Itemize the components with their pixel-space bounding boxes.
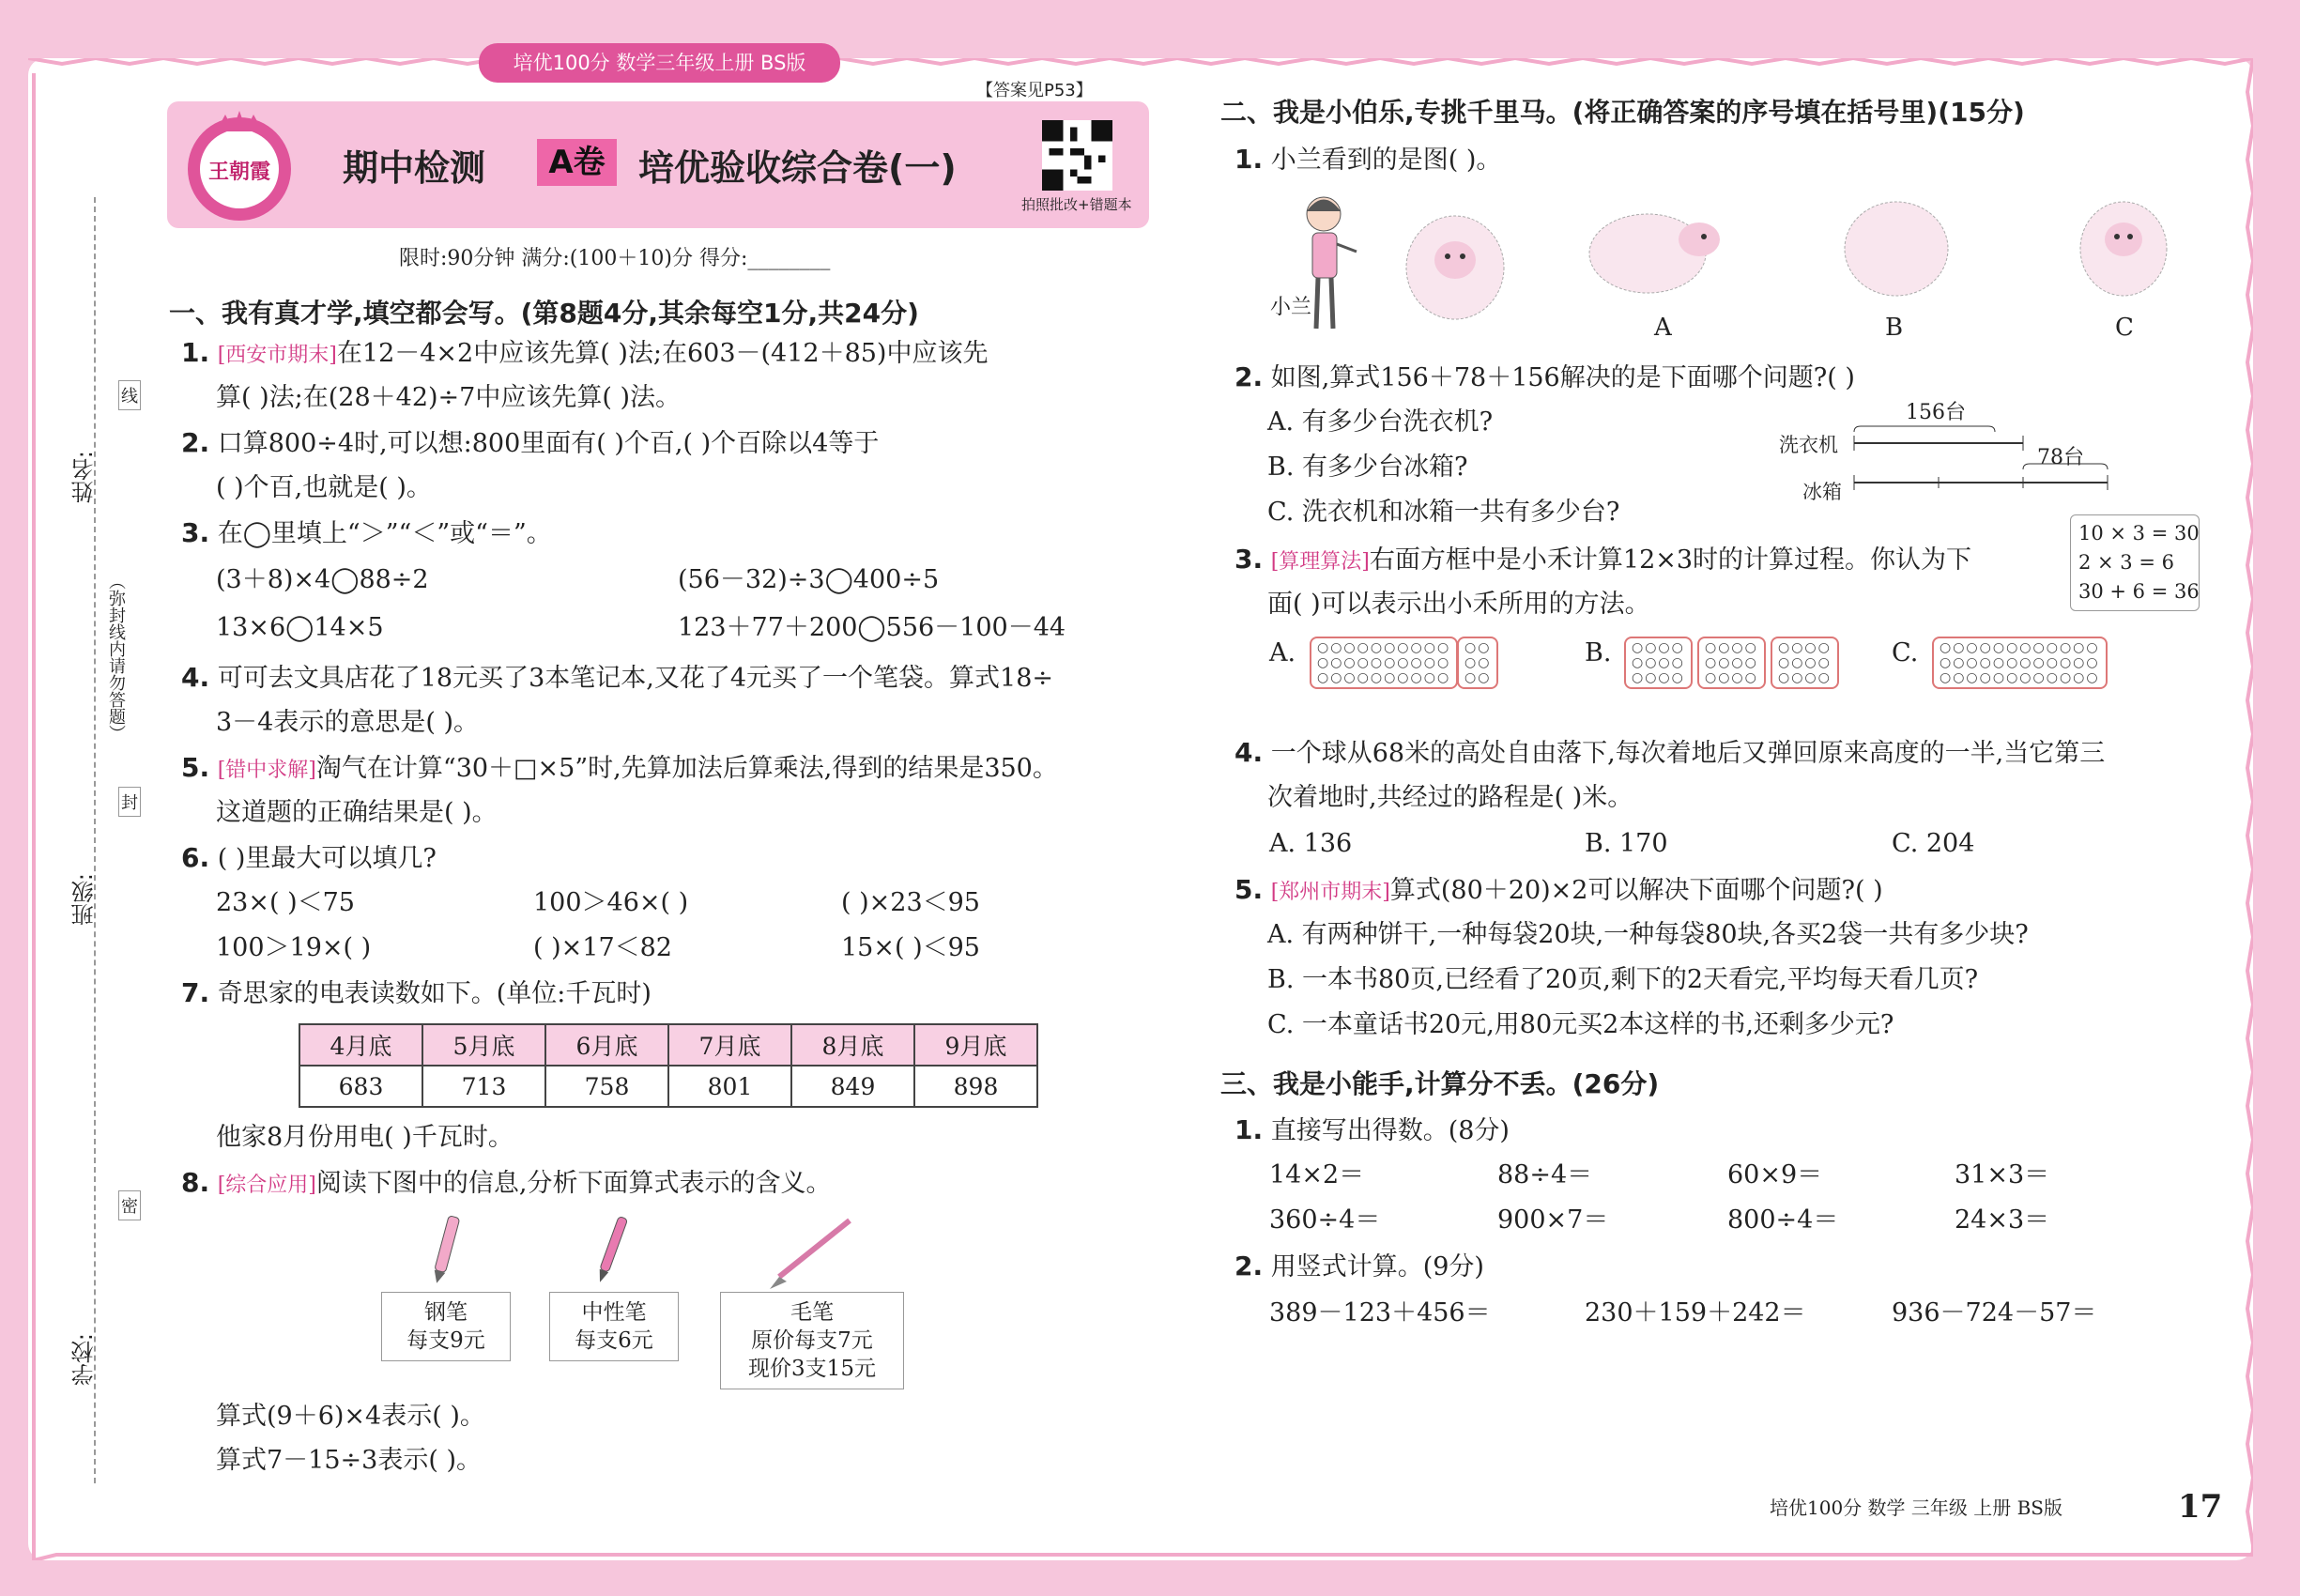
paper-badge: A卷 — [537, 139, 617, 186]
question-2-4: 4. 一个球从68米的高处自由落下,每次着地后又弹回原来高度的一半,当它第三 — [1234, 737, 2106, 768]
compare-item-a: (3＋8)×4◯88÷2 — [216, 565, 429, 594]
meter-table — [299, 1023, 1038, 1108]
option-b-dots-1: ○○○○ ○○○○ ○○○○ — [1624, 637, 1693, 689]
question-1-7-answer: 他家8月份用电( )千瓦时。 — [216, 1123, 514, 1152]
table-cell: 801 — [668, 1066, 791, 1107]
calc-item: 24×3＝ — [1955, 1205, 2050, 1235]
question-1-3: 3. 在◯里填上“＞”“＜”或“＝”。 — [181, 517, 552, 548]
washer-label: 洗衣机 — [1779, 434, 1838, 456]
question-1-5: 5. [错中求解]淘气在计算“30＋□×5”时,先算加法后算乘法,得到的结果是350。 — [181, 752, 1058, 783]
question-2-2: 2. 如图,算式156＋78＋156解决的是下面哪个问题?( ) — [1234, 361, 1855, 392]
q2-3-option-b-label: B. — [1585, 638, 1612, 668]
q2-5-option-b: B. 一本书80页,已经看了20页,剩下的2天看完,平均每天看几页? — [1267, 965, 1979, 994]
question-1-6: 6. ( )里最大可以填几? — [181, 842, 437, 873]
fill-item-c: ( )×23＜95 — [841, 888, 980, 917]
calc-item: 800÷4＝ — [1727, 1205, 1839, 1235]
option-b-dots-2: ○○○○ ○○○○ ○○○○ — [1697, 637, 1766, 689]
q2-2-option-c: C. 洗衣机和冰箱一共有多少台? — [1267, 498, 1620, 527]
q2-5-option-a: A. 有两种饼干,一种每袋20块,一种每袋80块,各买2袋一共有多少块? — [1267, 920, 2029, 949]
fridge-label: 冰箱 — [1802, 481, 1842, 503]
calc-item: 14×2＝ — [1269, 1160, 1365, 1189]
question-2-3: 3. [算理算法]右面方框中是小禾计算12×3时的计算过程。你认为下 — [1234, 544, 1972, 575]
table-cell: 683 — [299, 1066, 422, 1107]
q2-4-option-b: B. 170 — [1585, 829, 1668, 858]
question-1-8: 8. [综合应用]阅读下图中的信息,分析下面算式表示的含义。 — [181, 1167, 832, 1198]
calc-item: 60×9＝ — [1727, 1160, 1823, 1189]
series-tag: 培优100分 数学三年级上册 BS版 — [479, 43, 840, 83]
calc-item: 900×7＝ — [1497, 1205, 1609, 1235]
calc-item: 31×3＝ — [1955, 1160, 2050, 1189]
vertical-calc-item: 230＋159＋242＝ — [1585, 1298, 1806, 1327]
table-cell: 849 — [791, 1066, 914, 1107]
sheep-front-small-icon — [2077, 197, 2170, 305]
binding-line — [94, 197, 96, 1483]
exam-subtitle: 培优验收综合卷(一) — [638, 147, 957, 189]
sheep-front-icon — [1399, 211, 1511, 329]
table-cell: 898 — [914, 1066, 1037, 1107]
question-1-7: 7. 奇思家的电表读数如下。(单位:千瓦时) — [181, 977, 652, 1008]
calc-item: 88÷4＝ — [1497, 1160, 1593, 1189]
fill-item-e: ( )×17＜82 — [533, 933, 672, 962]
question-1-4-line2: 3－4表示的意思是( )。 — [216, 708, 480, 737]
calculation-box: 10 × 3 = 30 2 × 3 = 6 30 + 6 = 36 — [2070, 514, 2200, 611]
option-b-dots-3: ○○○○ ○○○○ ○○○○ — [1771, 637, 1839, 689]
girl-label: 小兰 — [1270, 296, 1312, 319]
sheep-side-icon — [1587, 197, 1727, 310]
school-label: 学校: — [71, 1333, 98, 1387]
table-header: 7月底 — [668, 1024, 791, 1066]
table-header: 6月底 — [545, 1024, 668, 1066]
q2-4-option-a: A. 136 — [1269, 829, 1353, 858]
logo-text: 王朝霞 — [207, 161, 271, 184]
table-cell: 758 — [545, 1066, 668, 1107]
segment-diagram — [1849, 424, 2112, 495]
question-2-3-line2: 面( )可以表示出小禾所用的方法。 — [1267, 590, 1650, 619]
table-header: 5月底 — [422, 1024, 545, 1066]
brush-price-box: 毛笔 原价每支7元 现价3支15元 — [720, 1292, 904, 1389]
compare-item-d: 123＋77＋200◯556－100－44 — [678, 613, 1066, 642]
q2-3-option-a-label: A. — [1269, 638, 1296, 668]
section3-title: 三、我是小能手,计算分不丢。(26分) — [1220, 1068, 1660, 1099]
seal-mark: 封 — [118, 787, 141, 817]
question-2-4-line2: 次着地时,共经过的路程是( )米。 — [1267, 783, 1633, 812]
qr-code-icon[interactable] — [1042, 120, 1112, 191]
q2-4-option-c: C. 204 — [1892, 829, 1975, 858]
compare-item-b: (56－32)÷3◯400÷5 — [678, 565, 940, 594]
fountain-pen-price-box: 钢笔 每支9元 — [381, 1292, 511, 1361]
q2-3-option-c-label: C. — [1892, 638, 1919, 668]
q2-2-option-a: A. 有多少台洗衣机? — [1267, 407, 1494, 437]
section1-title: 一、我有真才学,填空都会写。(第8题4分,其余每空1分,共24分) — [169, 298, 919, 329]
question-1-2-line2: ( )个百,也就是( )。 — [216, 473, 432, 502]
fridge-count-label: 78台 — [2037, 446, 2084, 469]
question-1-1: 1. [西安市期末]在12－4×2中应该先算( )法;在603－(412＋85)中应该先 — [181, 337, 989, 368]
section2-title: 二、我是小伯乐,专挑千里马。(将正确答案的序号填在括号里)(15分) — [1220, 97, 2025, 128]
brush-icon — [760, 1216, 854, 1291]
option-a-dots: ○○○○○○○○○○ ○○○○○○○○○○ ○○○○○○○○○○ — [1310, 637, 1458, 689]
option-a-dots-extra: ○○ ○○ ○○ — [1457, 637, 1498, 689]
fill-item-f: 15×( )＜95 — [841, 933, 980, 962]
fill-item-b: 100＞46×( ) — [533, 888, 689, 917]
calc-item: 360÷4＝ — [1269, 1205, 1381, 1235]
question-1-1-line2: 算( )法;在(28＋42)÷7中应该先算( )法。 — [216, 383, 681, 412]
formula-1: 算式(9＋6)×4表示( )。 — [216, 1402, 485, 1431]
question-2-1: 1. 小兰看到的是图( )。 — [1234, 144, 1502, 175]
fountain-pen-icon — [427, 1211, 465, 1286]
question-2-5: 5. [郑州市期末]算式(80＋20)×2可以解决下面哪个问题?( ) — [1234, 874, 1883, 905]
name-label: 姓名: — [71, 451, 98, 504]
q2-2-option-b: B. 有多少台冰箱? — [1267, 453, 1468, 482]
table-header: 8月底 — [791, 1024, 914, 1066]
gel-pen-icon — [593, 1211, 631, 1286]
fill-item-d: 100＞19×( ) — [216, 933, 372, 962]
page-number: 17 — [2178, 1488, 2223, 1526]
secret-mark: 密 — [118, 1190, 141, 1220]
q2-5-option-c: C. 一本童话书20元,用80元买2本这样的书,还剩多少元? — [1267, 1010, 1894, 1039]
table-cell: 713 — [422, 1066, 545, 1107]
footer-text: 培优100分 数学 三年级 上册 BS版 — [1770, 1496, 2063, 1519]
table-header: 4月底 — [299, 1024, 422, 1066]
washer-count-label: 156台 — [1906, 401, 1966, 424]
exam-meta: 限时:90分钟 满分:(100＋10)分 得分:________ — [399, 247, 831, 270]
option-a-label: A — [1654, 314, 1672, 342]
question-1-2: 2. 口算800÷4时,可以想:800里面有( )个百,( )个百除以4等于 — [181, 427, 880, 458]
table-header: 9月底 — [914, 1024, 1037, 1066]
seal-notice: （弥封线内请勿答题） — [106, 573, 126, 742]
question-3-2: 2. 用竖式计算。(9分) — [1234, 1251, 1484, 1281]
question-1-4: 4. 可可去文具店花了18元买了3本笔记本,又花了4元买了一个笔袋。算式18÷ — [181, 662, 1053, 693]
answer-reference: 【答案见P53】 — [976, 81, 1093, 100]
brand-logo-icon — [178, 103, 300, 225]
line-mark: 线 — [118, 380, 141, 410]
option-c-label: C — [2115, 314, 2134, 342]
qr-caption: 拍照批改+错题本 — [1021, 196, 1132, 213]
option-c-dots: ○○○○○○○○○○○○ ○○○○○○○○○○○○ ○○○○○○○○○○○○ — [1932, 637, 2108, 689]
question-3-1: 1. 直接写出得数。(8分) — [1234, 1114, 1510, 1145]
formula-2: 算式7－15÷3表示( )。 — [216, 1446, 482, 1475]
question-1-5-line2: 这道题的正确结果是( )。 — [216, 798, 498, 827]
vertical-calc-item: 389－123＋456＝ — [1269, 1298, 1491, 1327]
gel-pen-price-box: 中性笔 每支6元 — [549, 1292, 679, 1361]
sheep-back-icon — [1840, 197, 1953, 310]
compare-item-c: 13×6◯14×5 — [216, 613, 384, 642]
option-b-label: B — [1885, 314, 1904, 342]
class-label: 班级: — [71, 873, 98, 927]
exam-title: 期中检测 — [343, 147, 486, 189]
fill-item-a: 23×( )＜75 — [216, 888, 355, 917]
vertical-calc-item: 936－724－57＝ — [1892, 1298, 2097, 1327]
